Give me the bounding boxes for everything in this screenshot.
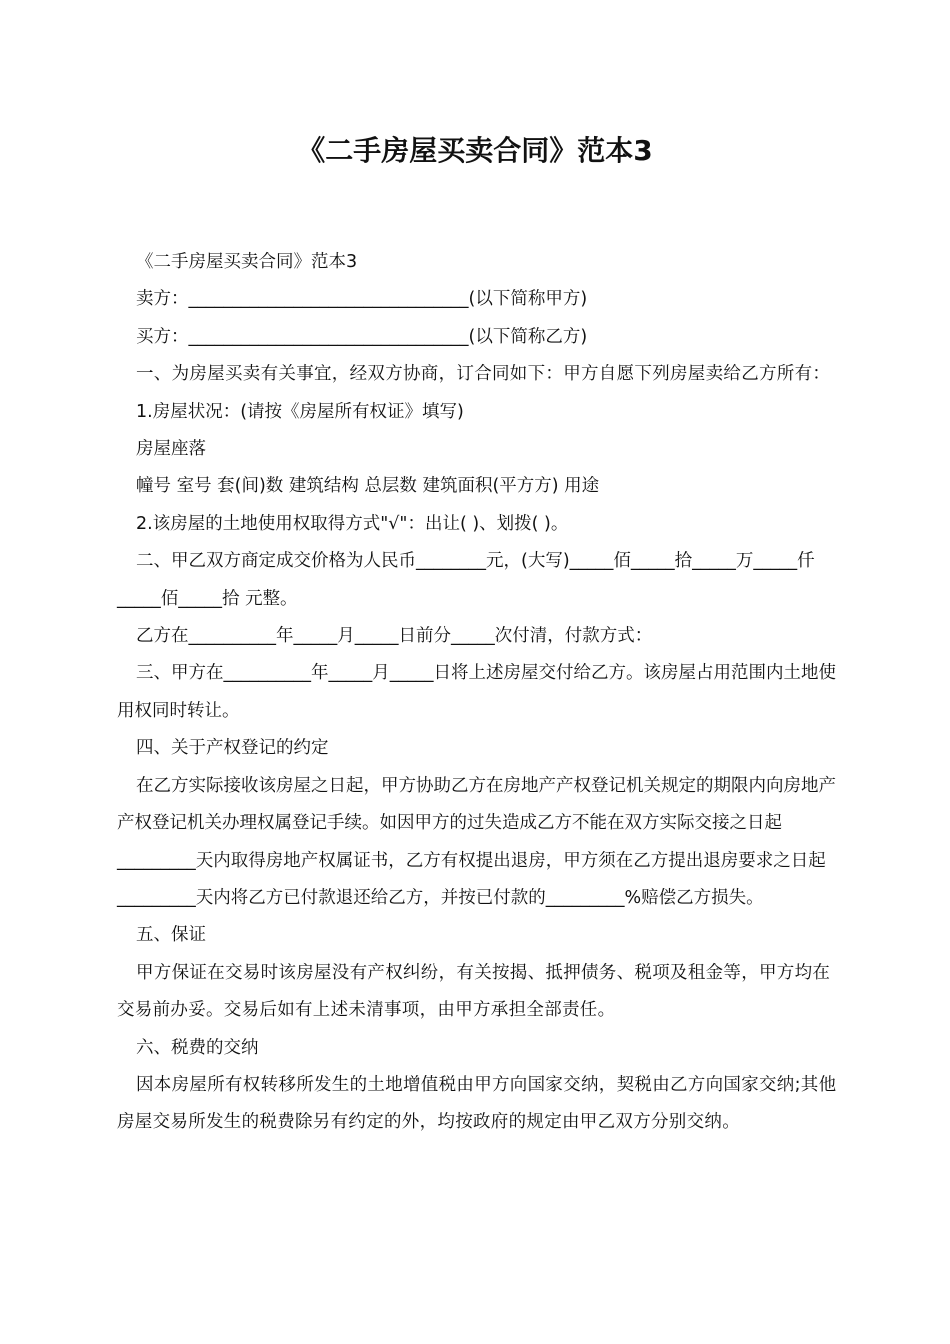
house-fields-line: 幢号 室号 套(间)数 建筑结构 总层数 建筑面积(平方方) 用途 [136, 476, 600, 497]
clause-3-delivery: 三、甲方在__________年_____月_____日将上述房屋交付给乙方。该房屋占用范围内土地使用权同时转让。 [117, 663, 836, 721]
seller-line: 卖方：________________________________(以下简称甲方) [136, 289, 588, 310]
document-title: 《二手房屋买卖合同》范本3 [297, 134, 653, 167]
land-use-right-line: 2.该房屋的土地使用权取得方式"√"：出让( )、划拨( )。 [136, 513, 569, 534]
subtitle-paragraph: 《二手房屋买卖合同》范本3 [136, 252, 358, 272]
clause-5-heading: 五、保证 [136, 925, 206, 946]
clause-6-body: 因本房屋所有权转移所发生的土地增值税由甲方向国家交纳，契税由乙方向国家交纳;其他房屋交易所发生的税费除另有约定的外，均按政府的规定由甲乙双方分别交纳。 [117, 1074, 837, 1133]
clause-2-price: 二、甲乙双方商定成交价格为人民币________元，(大写)_____佰_____拾_____万_____仟_____佰_____拾 元整。 [117, 551, 815, 609]
clause-5-body: 甲方保证在交易时该房屋没有产权纠纷，有关按揭、抵押债务、税项及租金等，甲方均在交易前办妥。交易后如有上述未清事项，由甲方承担全部责任。 [117, 962, 831, 1021]
clause-4-heading: 四、关于产权登记的约定 [136, 738, 329, 759]
clause-4-body: 在乙方实际接收该房屋之日起，甲方协助乙方在房地产产权登记机关规定的期限内向房地产产权登记机关办理权属登记手续。如因甲方的过失造成乙方不能在双方实际交接之日起_________天内取得房地产权属证书，乙方有权提出退房，甲方须在乙方提出退房要求之日起_________天内将乙方已付款退还给乙方，并按已付款的_________%赔偿乙方损失。 [117, 775, 836, 908]
buyer-line: 买方：________________________________(以下简称乙方) [136, 326, 588, 347]
clause-1-intro: 一、为房屋买卖有关事宜，经双方协商，订合同如下：甲方自愿下列房屋卖给乙方所有： [136, 364, 831, 385]
document-body [117, 244, 841, 1142]
house-location-line: 房屋座落 [136, 439, 206, 460]
house-status-line: 1.房屋状况：(请按《房屋所有权证》填写) [136, 401, 464, 422]
payment-line: 乙方在__________年_____月_____日前分_____次付清，付款方式： [136, 626, 653, 647]
clause-6-heading: 六、税费的交纳 [136, 1037, 259, 1058]
